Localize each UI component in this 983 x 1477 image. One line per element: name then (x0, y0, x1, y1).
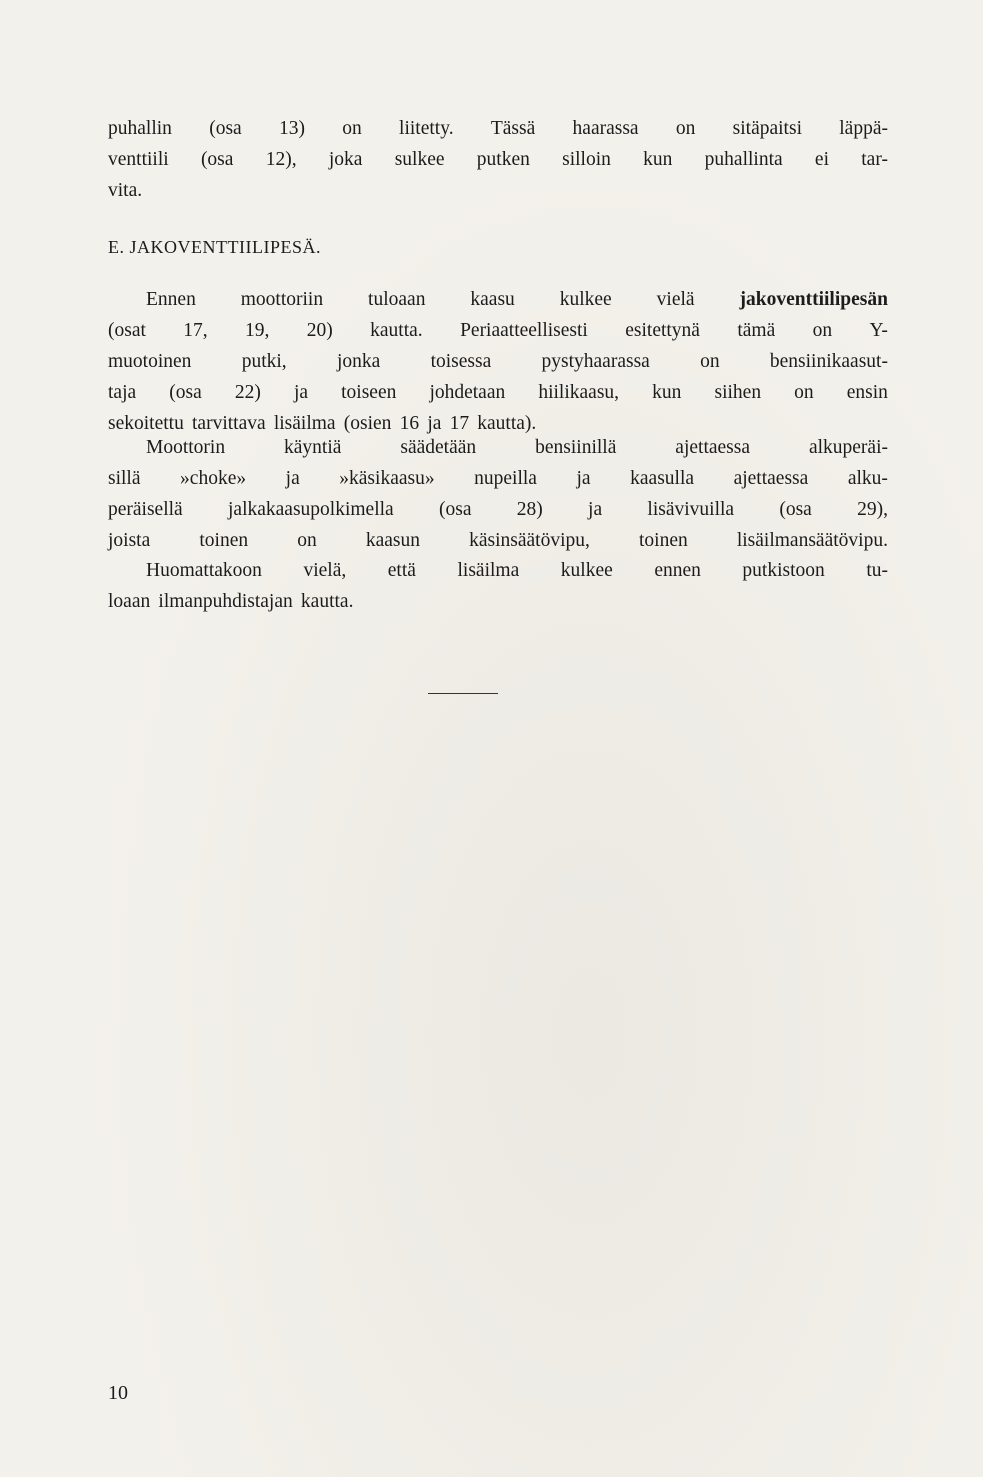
word: pystyhaarassa (541, 351, 650, 372)
text-line (108, 525, 888, 556)
word: alkuperäi- (808, 437, 888, 458)
word: hiilikaasu, (538, 382, 620, 403)
word: on (297, 530, 317, 551)
text-line (108, 315, 888, 346)
section-heading: E. JAKOVENTTIILIPESÄ. (108, 237, 321, 257)
word: »choke» (180, 468, 247, 489)
text-line (108, 377, 888, 408)
word: kautta). (477, 413, 537, 434)
word: ennen (654, 560, 701, 581)
word: kautta. (300, 591, 354, 612)
word: 22) (234, 382, 261, 403)
word: 28) (516, 499, 543, 520)
word: lisäilma (273, 413, 336, 434)
paragraph-1 (108, 284, 888, 439)
word: on (342, 118, 362, 139)
word: bensiinillä (535, 437, 617, 458)
word: tämä (737, 320, 776, 341)
word: ei (814, 149, 829, 170)
text-line (108, 284, 888, 315)
word: sillä (108, 468, 141, 489)
word: 17 (449, 413, 470, 434)
word: 20) (306, 320, 333, 341)
text-line (108, 346, 888, 377)
word: putki, (241, 351, 287, 372)
word: toisessa (430, 351, 492, 372)
word: nupeilla (474, 468, 537, 489)
word: joista (108, 530, 151, 551)
word: (osa (200, 149, 234, 170)
word: jalkakaasupolkimella (228, 499, 394, 520)
word: lisäilmansäätövipu. (736, 530, 888, 551)
text-line (108, 432, 888, 463)
word: 12), (265, 149, 297, 170)
text-line (108, 494, 888, 525)
word: toinen (199, 530, 249, 551)
word: alku- (847, 468, 888, 489)
paragraph-2 (108, 432, 888, 556)
word: liitetty. (399, 118, 454, 139)
word: ilmanpuhdistajan (158, 591, 293, 612)
word: ja (427, 413, 442, 434)
word: lisäilma (457, 560, 520, 581)
word: moottoriin (240, 289, 324, 310)
word: ajettaessa (675, 437, 751, 458)
word: kaasulla (630, 468, 695, 489)
text-line (108, 555, 888, 586)
word: kaasu (470, 289, 515, 310)
show-through-text (118, 640, 888, 764)
word: (osa (779, 499, 812, 520)
word: sulkee (394, 149, 445, 170)
word: esitettynä (625, 320, 700, 341)
word: putkistoon (742, 560, 825, 581)
word: Ennen (146, 289, 196, 310)
word: 17, (183, 320, 208, 341)
word: muotoinen (108, 351, 192, 372)
word: sitäpaitsi (732, 118, 802, 139)
text-line (108, 175, 888, 206)
text-line (108, 144, 888, 175)
word: puhallinta (704, 149, 783, 170)
word: ajettaessa (733, 468, 809, 489)
word: 19, (245, 320, 270, 341)
word: kaasun (365, 530, 420, 551)
word: silloin (562, 149, 611, 170)
word: (osien (343, 413, 392, 434)
word: Moottorin (146, 437, 226, 458)
word: »käsikaasu» (339, 468, 435, 489)
word: jonka (336, 351, 381, 372)
word: tu- (866, 560, 888, 581)
word: 29), (857, 499, 888, 520)
word: Y- (869, 320, 888, 341)
word: sekoitettu (108, 413, 184, 434)
word: on (700, 351, 720, 372)
word: tar- (861, 149, 888, 170)
word: putken (476, 149, 530, 170)
word: (osa (438, 499, 472, 520)
word: 13) (278, 118, 305, 139)
word: vielä (656, 289, 695, 310)
word: (osa (169, 382, 202, 403)
word: johdetaan (429, 382, 506, 403)
word: kulkee (560, 560, 613, 581)
word: siihen (714, 382, 762, 403)
word: toinen (638, 530, 688, 551)
word: säädetään (400, 437, 477, 458)
word: haarassa (572, 118, 639, 139)
word: läppä- (839, 118, 888, 139)
word: tuloaan (368, 289, 426, 310)
word: bensiinikaasut- (769, 351, 888, 372)
word: Tässä (490, 118, 536, 139)
word: Periaatteellisesti (460, 320, 588, 341)
word: on (675, 118, 696, 139)
text-line (108, 113, 888, 144)
word: taja (108, 382, 137, 403)
word: tarvittava (192, 413, 266, 434)
word: (osat (108, 320, 146, 341)
word: 16 (399, 413, 420, 434)
word: Huomattakoon (146, 560, 262, 581)
word: ja (576, 468, 591, 489)
word: (osa (209, 118, 242, 139)
word: ja (293, 382, 309, 403)
word: on (812, 320, 833, 341)
word: peräisellä (108, 499, 183, 520)
paragraph-top (108, 113, 888, 206)
text-line (108, 586, 888, 617)
word: venttiili (108, 149, 169, 170)
page-number: 10 (108, 1382, 128, 1404)
text-line (108, 463, 888, 494)
word: vita. (108, 180, 143, 201)
word: ja (285, 468, 300, 489)
word: kun (643, 149, 673, 170)
emphasized-term: jakoventtiilipesän (739, 289, 888, 310)
word: toiseen (341, 382, 397, 403)
word: kulkee (559, 289, 612, 310)
word: käsinsäätövipu, (469, 530, 590, 551)
word: että (387, 560, 416, 581)
word: puhallin (108, 118, 172, 139)
word: kun (652, 382, 682, 403)
word: vielä, (303, 560, 347, 581)
word: loaan (108, 591, 151, 612)
word: ensin (846, 382, 888, 403)
word: joka (328, 149, 363, 170)
word: lisävivuilla (647, 499, 735, 520)
word: on (794, 382, 814, 403)
paragraph-3 (108, 555, 888, 617)
word: kautta. (370, 320, 423, 341)
word: käyntiä (284, 437, 342, 458)
word: ja (588, 499, 603, 520)
